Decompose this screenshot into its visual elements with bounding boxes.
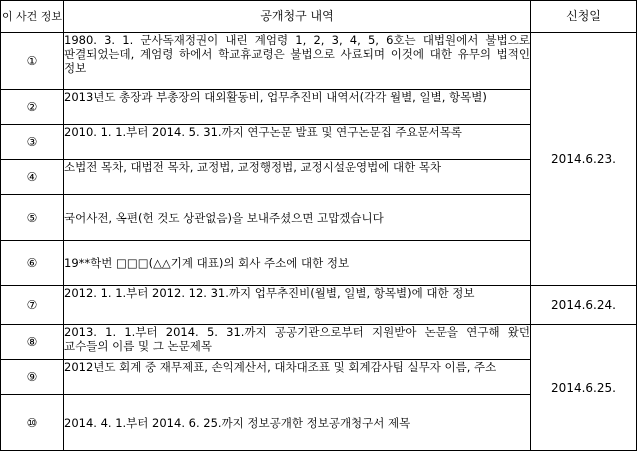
row-content: 2010. 1. 1.부터 2014. 5. 31.까지 연구논문 발표 및 연구논문집 주요문서목록 [64,125,531,160]
row-number: ⑥ [1,241,64,286]
header-row [1,1,637,33]
row-content: 2013. 1. 1.부터 2014. 5. 31.까지 공공기관으로부터 지원받아 논문을 연구해 왔던 교수들의 이름 및 그 논문제목 [64,325,531,360]
row-number: ⑤ [1,195,64,241]
row-number: ⑦ [1,286,64,325]
row-content: 소법전 목차, 대법전 목차, 교정법, 교정행정법, 교정시설운영법에 대한 목차 [64,160,531,195]
row-content: 2014. 4. 1.부터 2014. 6. 25.까지 정보공개한 정보공개청구서 제목 [64,395,531,451]
application-date-cell: 2014.6.24. [531,286,637,325]
row-content: 2013년도 총장과 부총장의 대외활동비, 업무추진비 내역서(각각 월별, 일별, 항목별) [64,90,531,125]
row-number: ④ [1,160,64,195]
row-content: 국어사전, 옥편(헌 것도 상관없음)을 보내주셨으면 고맙겠습니다 [64,195,531,241]
row-number: ⑧ [1,325,64,360]
header-application-date: 신청일 [531,1,637,33]
table-row [1,325,637,360]
row-content: 2012. 1. 1.부터 2012. 12. 31.까지 업무추진비(월별, 일별, 항목별)에 대한 정보 [64,286,531,325]
row-number: ⑩ [1,395,64,451]
row-number: ① [1,33,64,90]
header-request-details: 공개청구 내역 [64,1,531,33]
table-row [1,286,637,325]
application-date-cell: 2014.6.23. [531,33,637,286]
row-content: 1980. 3. 1. 군사독재정권이 내린 계엄령 1, 2, 3, 4, 5, 6호는 대법원에서 불법으로 판결되었는데, 계엄령 하에서 학교휴교령은 불법으로 사료되며 이것에 대한 유무의 법적인 정보 [64,33,531,90]
row-number: ⑨ [1,360,64,395]
table-row [1,33,637,90]
row-number: ② [1,90,64,125]
application-date-cell: 2014.6.25. [531,325,637,451]
header-case-info: 이 사건 정보 [1,1,64,33]
row-content: 2012년도 회계 중 재무제표, 손익계산서, 대차대조표 및 회계감사팀 실무자 이름, 주소 [64,360,531,395]
row-content: 19**학번 □□□(△△기계 대표)의 회사 주소에 대한 정보 [64,241,531,286]
row-number: ③ [1,125,64,160]
